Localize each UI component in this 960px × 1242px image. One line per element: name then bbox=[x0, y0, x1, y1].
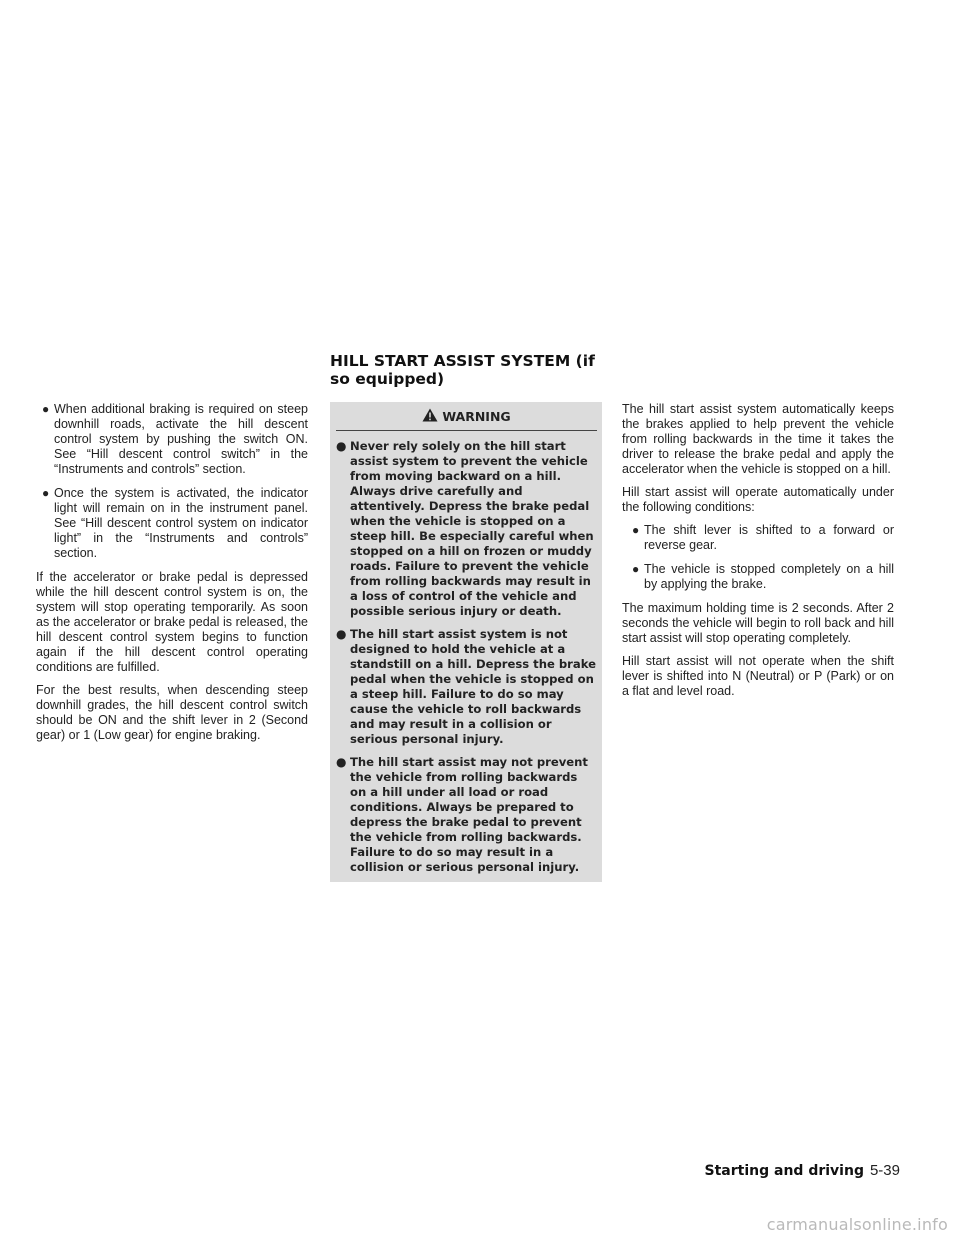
page-footer bbox=[705, 1162, 900, 1179]
bullet-icon: ● bbox=[632, 523, 640, 537]
paragraph: The hill start assist system automatically keeps the brakes applied to help prevent the vehicle from rolling backwards in the time it takes the driver to release the brake pedal and apply the accelerator when the vehicle is stopped on a hill. bbox=[622, 402, 894, 476]
bullet-icon: ● bbox=[336, 755, 347, 769]
conditions-list bbox=[622, 523, 894, 592]
paragraph: For the best results, when descending steep downhill grades, the hill descent control switch should be ON and the shift lever in 2 (Second gear) or 1 (Low gear) for engine braking. bbox=[36, 683, 308, 742]
list-item-text: When additional braking is required on steep downhill roads, activate the hill descent control system by pushing the switch ON. See “Hill descent control switch” in the “Instruments and controls” section. bbox=[54, 402, 308, 476]
paragraph: If the accelerator or brake pedal is depressed while the hill descent control system is on, the system will stop operating temporarily. As soon as the accelerator or brake pedal is released, the hill descent control system begins to function again if the hill descent control operating conditions are fulfilled. bbox=[36, 570, 308, 674]
page-number: 5-39 bbox=[869, 1162, 900, 1179]
left-column bbox=[36, 402, 308, 751]
watermark: carmanualsonline.info bbox=[766, 1215, 948, 1234]
list-item-text: The shift lever is shifted to a forward or reverse gear. bbox=[644, 523, 894, 552]
section-title: HILL START ASSIST SYSTEM (if so equipped) bbox=[330, 352, 595, 388]
footer-section-title: Starting and driving bbox=[704, 1163, 864, 1179]
list-item bbox=[36, 486, 308, 561]
warning-item bbox=[336, 755, 597, 875]
warning-heading bbox=[336, 408, 597, 431]
bullet-icon: ● bbox=[336, 439, 347, 453]
middle-column bbox=[330, 402, 602, 882]
list-item-text: Once the system is activated, the indicator light will remain on in the instrument panel. See “Hill descent control system on indicator light” in the “Instruments and controls” section. bbox=[54, 486, 308, 560]
list-item bbox=[36, 402, 308, 477]
warning-item bbox=[336, 627, 597, 747]
warning-box bbox=[330, 402, 602, 882]
bullet-icon: ● bbox=[336, 627, 347, 641]
right-column bbox=[622, 402, 894, 707]
list-item-text: The vehicle is stopped completely on a hill by applying the brake. bbox=[644, 562, 894, 591]
bullet-icon: ● bbox=[42, 402, 50, 416]
bullet-icon: ● bbox=[632, 562, 640, 576]
paragraph: Hill start assist will operate automatically under the following conditions: bbox=[622, 485, 894, 514]
warning-item-text: The hill start assist may not prevent the vehicle from rolling backwards on a hill under all load or road conditions. Always be prepared to depress the brake pedal to prevent the vehicle from rolling backwards. Failure to do so may result in a collision or serious personal injury. bbox=[350, 755, 588, 874]
bullet-icon: ● bbox=[42, 486, 50, 500]
warning-item-text: Never rely solely on the hill start assist system to prevent the vehicle from moving backward on a hill. Always drive carefully and attentively. Depress the brake pedal when the vehicle is stopped on a steep hill. Be especially careful when stopped on a hill on frozen or muddy roads. Failure to prevent the vehicle from rolling backwards may result in a loss of control of the vehicle and possible serious injury or death. bbox=[350, 439, 594, 618]
warning-heading-text: WARNING bbox=[442, 409, 511, 424]
warning-triangle-icon bbox=[422, 408, 438, 425]
warning-item bbox=[336, 439, 597, 619]
paragraph: The maximum holding time is 2 seconds. After 2 seconds the vehicle will begin to roll back and hill start assist will stop operating completely. bbox=[622, 601, 894, 645]
paragraph: Hill start assist will not operate when the shift lever is shifted into N (Neutral) or P (Park) or on a flat and level road. bbox=[622, 654, 894, 698]
warning-item-text: The hill start assist system is not designed to hold the vehicle at a standstill on a hill. Depress the brake pedal when the vehicle is stopped on a steep hill. Failure to do so may cause the vehicle to roll backwards and may result in a collision or serious personal injury. bbox=[350, 627, 596, 746]
list-item bbox=[622, 562, 894, 592]
list-item bbox=[622, 523, 894, 553]
